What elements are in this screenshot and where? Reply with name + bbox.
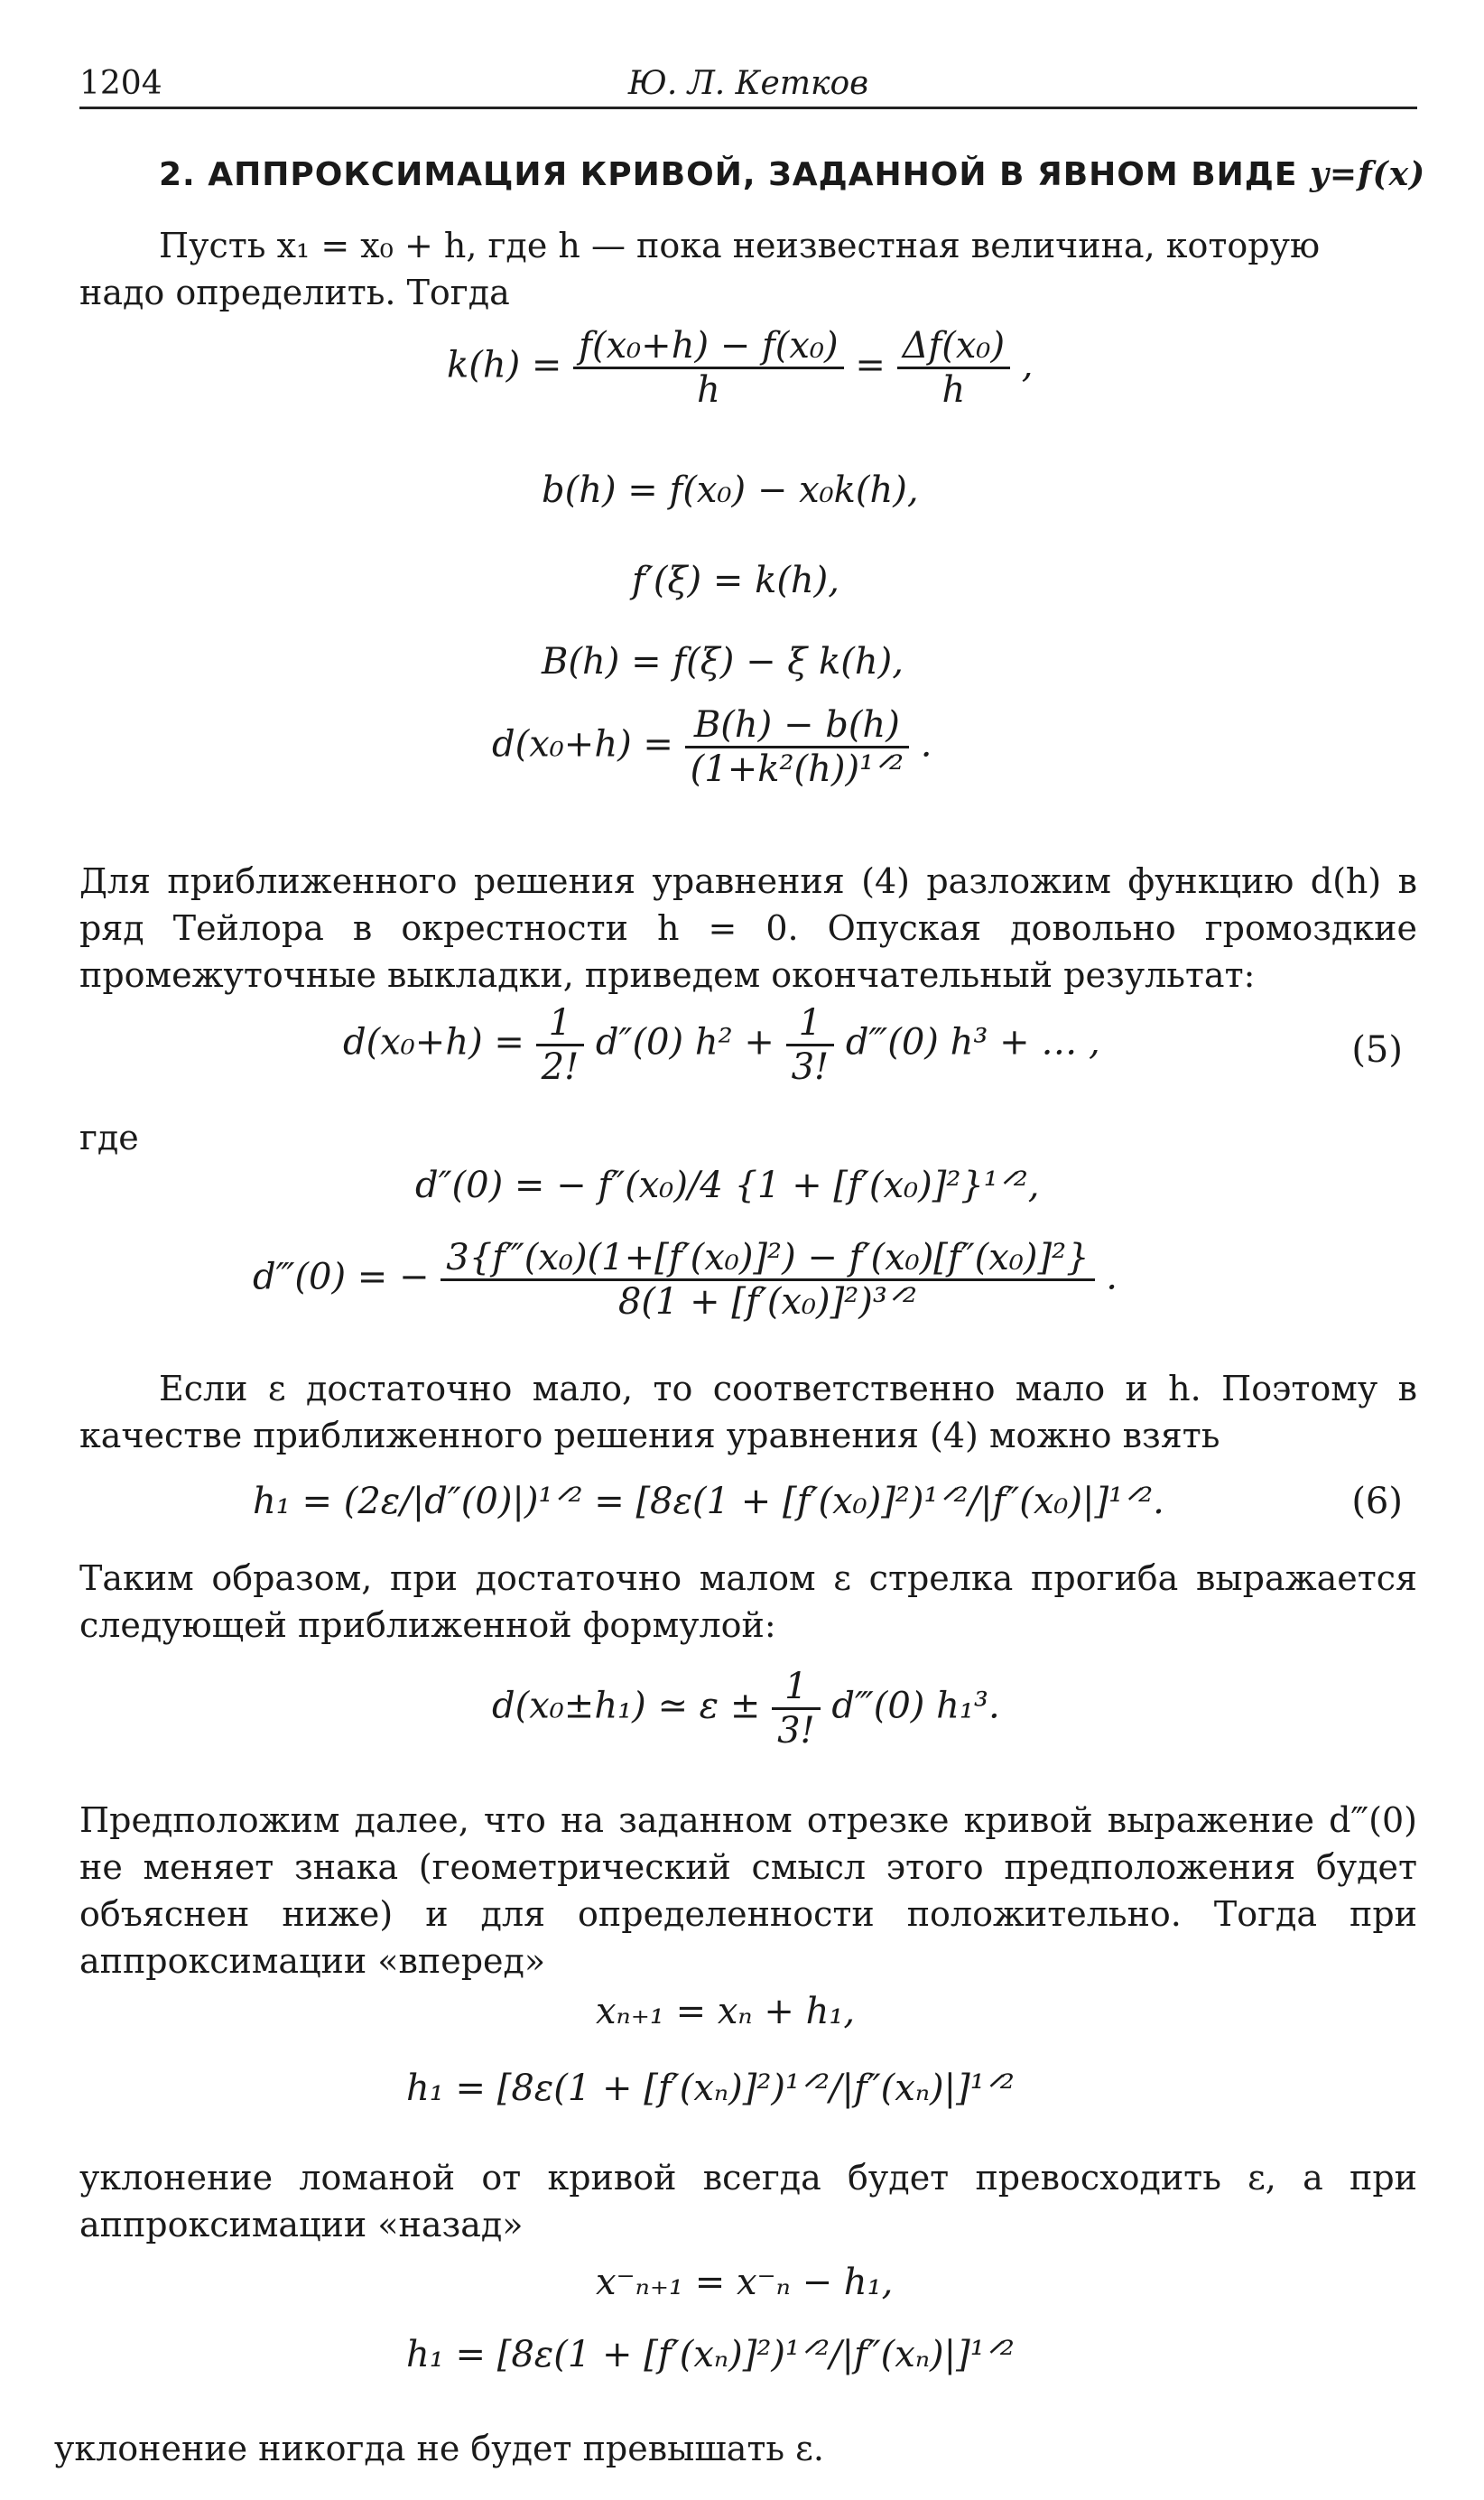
equation-taylor-fraction-2 xyxy=(786,1002,835,1088)
fraction-numerator: 1 xyxy=(772,1666,821,1710)
page-number: 1204 xyxy=(79,65,162,102)
paragraph-1-line-2: надо определить. Тогда xyxy=(79,273,510,312)
equation-d3-lhs: d‴(0) = − xyxy=(253,1256,430,1298)
fraction-denominator: 8(1 + [f′(x₀)]²)³ᐟ² xyxy=(617,1281,917,1323)
equation-k-tail: , xyxy=(1021,344,1034,386)
fraction-denominator: 3! xyxy=(791,1046,830,1088)
equation-approx-tail: d‴(0) h₁³. xyxy=(831,1685,1000,1727)
equation-d-tail: . xyxy=(920,723,932,766)
paragraph-6: уклонение ломаной от кривой всегда будет превосходить ε, а при аппроксимации «назад» xyxy=(79,2158,1417,2244)
fraction-denominator: 2! xyxy=(541,1046,580,1088)
fraction-numerator: f(x₀+h) − f(x₀) xyxy=(573,325,843,369)
section-heading xyxy=(159,155,1425,193)
equation-fprime: f′(ξ) = k(h), xyxy=(632,560,839,601)
equation-k-fraction-1 xyxy=(573,325,843,411)
fraction-numerator: 1 xyxy=(536,1002,585,1046)
equation-taylor xyxy=(343,1002,1100,1088)
equation-B: B(h) = f(ξ) − ξ k(h), xyxy=(542,641,904,683)
equation-b: b(h) = f(x₀) − x₀k(h), xyxy=(542,469,919,511)
fraction-denominator: (1+k²(h))¹ᐟ² xyxy=(690,748,904,790)
equation-d3-tail: . xyxy=(1106,1256,1118,1298)
paragraph-7: уклонение никогда не будет превышать ε. xyxy=(54,2429,824,2468)
equation-k-fraction-2 xyxy=(897,325,1011,411)
equation-d-fraction xyxy=(685,704,909,790)
paragraph-2: Для приближенного решения уравнения (4) разложим функцию d(h) в ряд Тейлора в окрестности h = 0. Опуская довольно громоздкие промежуточные выкладки, приведем окончательный результат: xyxy=(79,861,1417,995)
equation-k-equals: = xyxy=(855,344,886,386)
section-heading-math: y=f(x) xyxy=(1310,155,1426,193)
equation-d3-fraction xyxy=(441,1237,1094,1323)
paragraph-4: Таким образом, при достаточно малом ε стрелка прогиба выражается следующей приближенной формулой: xyxy=(79,1558,1417,1645)
section-heading-text: 2. АППРОКСИМАЦИЯ КРИВОЙ, ЗАДАННОЙ В ЯВНОМ ВИДЕ xyxy=(159,156,1298,193)
header-rule xyxy=(79,107,1417,109)
equation-taylor-lhs: d(x₀+h) = xyxy=(343,1021,524,1064)
running-title: Ю. Л. Кетков xyxy=(627,65,869,102)
fraction-denominator: 3! xyxy=(777,1710,815,1752)
fraction-numerator: 1 xyxy=(786,1002,835,1046)
fraction-numerator: B(h) − b(h) xyxy=(685,704,909,748)
equation-approx-fraction xyxy=(772,1666,821,1752)
equation-taylor-tail: d‴(0) h³ + … , xyxy=(845,1021,1100,1064)
equation-d xyxy=(492,704,932,790)
equation-number-5: (5) xyxy=(1351,1029,1403,1071)
equation-d3 xyxy=(253,1237,1118,1323)
equation-forward-step: xₙ₊₁ = xₙ + h₁, xyxy=(596,1991,856,2032)
equation-taylor-fraction-1 xyxy=(536,1002,585,1088)
equation-d-lhs: d(x₀+h) = xyxy=(492,723,673,766)
paragraph-3: Если ε достаточно мало, то соответственно мало и h. Поэтому в качестве приближенного решения уравнения (4) можно взять xyxy=(79,1369,1417,1455)
fraction-denominator: h xyxy=(941,369,966,411)
equation-backward-h1: h₁ = [8ε(1 + [f′(xₙ)]²)¹ᐟ²/|f″(xₙ)|]¹ᐟ² xyxy=(406,2334,1015,2375)
fraction-numerator: Δf(x₀) xyxy=(897,325,1011,369)
paragraph-1-line-1: Пусть x₁ = x₀ + h, где h — пока неизвестная величина, которую xyxy=(159,226,1321,265)
fraction-numerator: 3{f‴(x₀)(1+[f′(x₀)]²) − f′(x₀)[f″(x₀)]²} xyxy=(441,1237,1094,1281)
running-header xyxy=(79,56,1417,110)
equation-approx xyxy=(492,1666,1000,1752)
word-where: где xyxy=(79,1118,139,1157)
equation-h1: h₁ = (2ε/|d″(0)|)¹ᐟ² = [8ε(1 + [f′(x₀)]²)¹ᐟ²/|f″(x₀)|]¹ᐟ². xyxy=(253,1481,1164,1522)
equation-k xyxy=(447,325,1034,411)
fraction-denominator: h xyxy=(697,369,720,411)
equation-k-lhs: k(h) = xyxy=(447,344,562,386)
equation-approx-lhs: d(x₀±h₁) ≃ ε ± xyxy=(492,1685,761,1727)
equation-d2: d″(0) = − f″(x₀)/4 {1 + [f′(x₀)]²}¹ᐟ², xyxy=(415,1165,1040,1206)
equation-forward-h1: h₁ = [8ε(1 + [f′(xₙ)]²)¹ᐟ²/|f″(xₙ)|]¹ᐟ² xyxy=(406,2068,1015,2109)
paragraph-5: Предположим далее, что на заданном отрезке кривой выражение d‴(0) не меняет знака (геометрический смысл этого предположения будет объяснен ниже) и для определенности положительно. Тогда при аппроксимации «вперед» xyxy=(79,1800,1417,1981)
equation-number-6: (6) xyxy=(1351,1481,1403,1522)
equation-backward-step: x⁻ₙ₊₁ = x⁻ₙ − h₁, xyxy=(596,2262,894,2303)
equation-taylor-middle: d″(0) h² + xyxy=(595,1021,774,1064)
